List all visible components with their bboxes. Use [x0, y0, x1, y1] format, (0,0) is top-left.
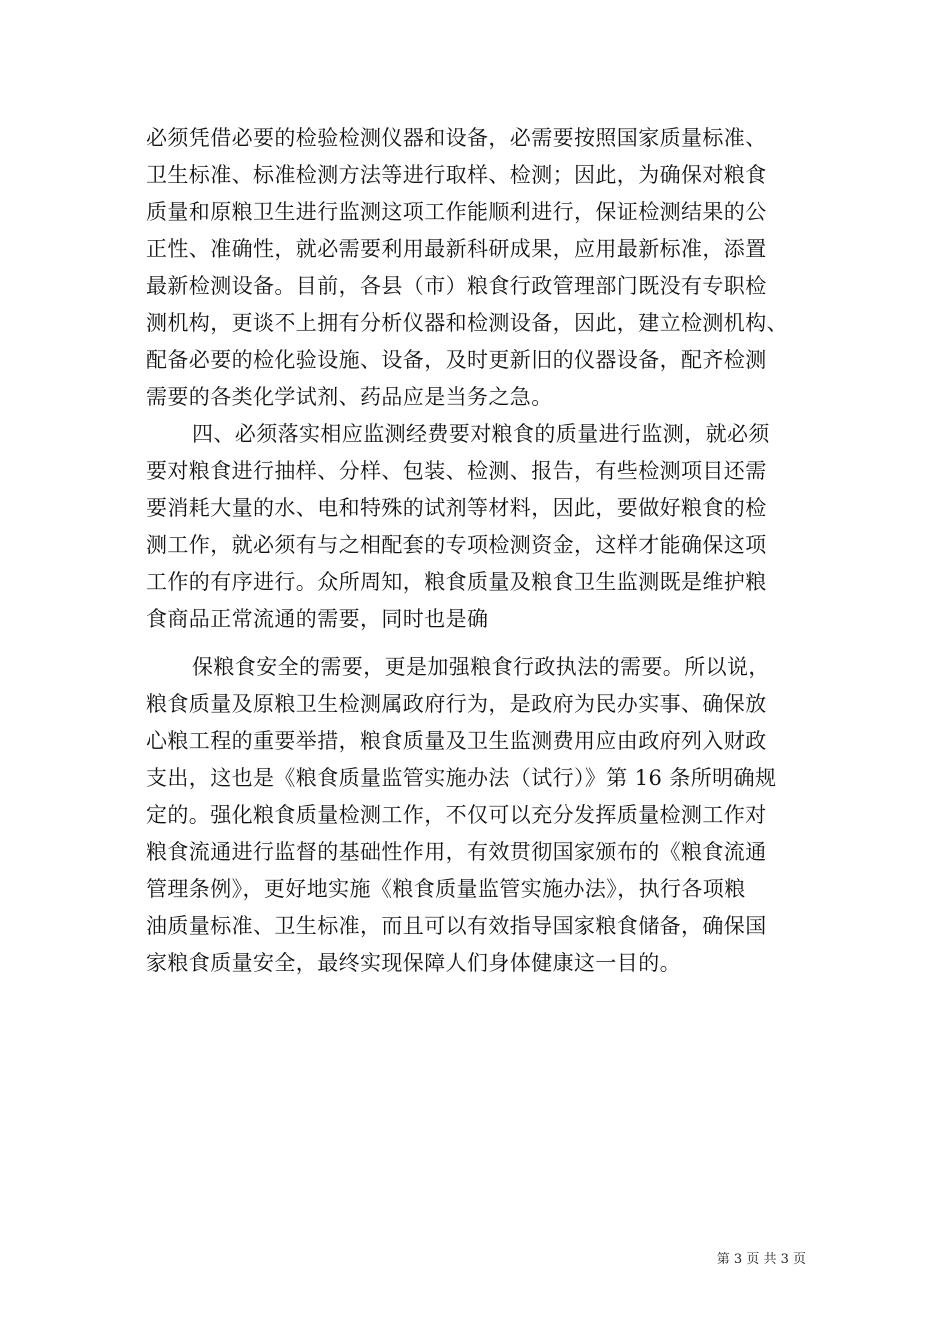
text-line: 必须凭借必要的检验检测仪器和设备，必需要按照国家质量标准、 — [146, 126, 767, 150]
paragraph-funding — [146, 416, 826, 638]
text-line: 食商品正常流通的需要，同时也是确 — [146, 607, 489, 631]
text-line-indented: 四、必须落实相应监测经费要对粮食的质量进行监测，就必须 — [192, 422, 770, 446]
text-line-indented: 保粮食安全的需要，更是加强粮食行政执法的需要。所以说， — [192, 655, 770, 679]
text-line: 测机构，更谈不上拥有分析仪器和检测设备，因此，建立检测机构、 — [146, 311, 788, 335]
paragraph-equipment — [146, 120, 826, 416]
text-line: 心粮工程的重要举措，粮食质量及卫生监测费用应由政府列入财政 — [146, 729, 767, 753]
text-line: 需要的各类化学试剂、药品应是当务之急。 — [146, 385, 553, 409]
text-line: 卫生标准、标准检测方法等进行取样、检测；因此，为确保对粮食 — [146, 163, 767, 187]
text-line: 粮食质量及原粮卫生检测属政府行为，是政府为民办实事、确保放 — [146, 692, 767, 716]
text-line: 要对粮食进行抽样、分样、包装、检测、报告，有些检测项目还需 — [146, 459, 767, 483]
text-line: 定的。强化粮食质量检测工作，不仅可以充分发挥质量检测工作对 — [146, 803, 767, 827]
text-line: 油质量标准、卫生标准，而且可以有效指导国家粮食储备，确保国 — [146, 914, 767, 938]
text-line: 家粮食质量安全，最终实现保障人们身体健康这一目的。 — [146, 951, 681, 975]
paragraph-conclusion — [146, 649, 826, 982]
text-line: 测工作，就必须有与之相配套的专项检测资金，这样才能确保这项 — [146, 533, 767, 557]
text-line: 工作的有序进行。众所周知，粮食质量及粮食卫生监测既是维护粮 — [146, 570, 767, 594]
page-number-footer: 第 3 页 共 3 页 — [716, 1252, 806, 1267]
text-line: 支出，这也是《粮食质量监管实施办法（试行）》第 16 条所明确规 — [146, 766, 777, 790]
text-line: 正性、准确性，就必需要利用最新科研成果，应用最新标准，添置 — [146, 237, 767, 261]
text-line: 质量和原粮卫生进行监测这项工作能顺利进行，保证检测结果的公 — [146, 200, 767, 224]
document-body — [146, 120, 826, 982]
text-line: 最新检测设备。目前，各县（市）粮食行政管理部门既没有专职检 — [146, 274, 767, 298]
text-line: 管理条例》，更好地实施《粮食质量监管实施办法》，执行各项粮 — [146, 877, 746, 901]
text-line: 粮食流通进行监督的基础性作用，有效贯彻国家颁布的《粮食流通 — [146, 840, 767, 864]
text-line: 配备必要的检化验设施、设备，及时更新旧的仪器设备，配齐检测 — [146, 348, 767, 372]
text-line: 要消耗大量的水、电和特殊的试剂等材料，因此，要做好粮食的检 — [146, 496, 767, 520]
